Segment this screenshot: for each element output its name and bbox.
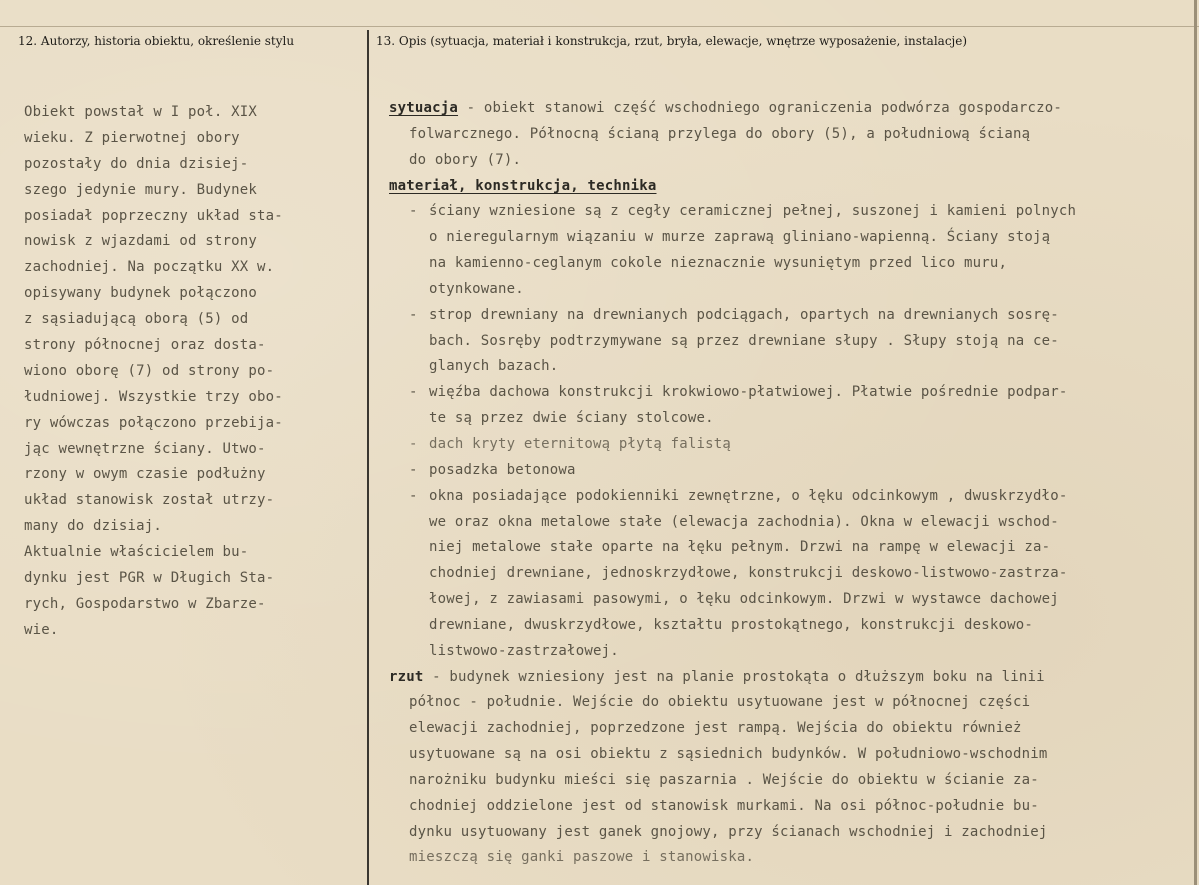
text-line: we oraz okna metalowe stałe (elewacja zachodnia). Okna w elewacji wschod- bbox=[429, 513, 1059, 530]
text-line: nowisk z wjazdami od strony bbox=[24, 233, 257, 250]
text-line bbox=[389, 665, 1189, 691]
text-line bbox=[389, 484, 1189, 510]
text-line: o nieregularnym wiązaniu w murze zaprawą gliniano-wapienną. Ściany stoją bbox=[429, 229, 1051, 246]
text-line: Aktualnie właścicielem bu- bbox=[24, 544, 249, 561]
text-line: rzony w owym czasie podłużny bbox=[24, 466, 266, 483]
text-line bbox=[389, 174, 1189, 200]
text-line: folwarcznego. Północną ścianą przylega do obory (5), a południową ścianą bbox=[409, 125, 1031, 142]
list-dash: - bbox=[409, 435, 418, 452]
text-line: drewniane, dwuskrzydłowe, kształtu prostokątnego, konstrukcji deskowo- bbox=[429, 616, 1034, 633]
text-span: okna posiadające podokienniki zewnętrzne, o łęku odcinkowym , dwuskrzydło- bbox=[429, 487, 1068, 504]
text-line: szego jedynie mury. Budynek bbox=[24, 181, 257, 198]
top-rule bbox=[0, 26, 1199, 27]
text-line: na kamienno-ceglanym cokole nieznacznie wysuniętym przed lico muru, bbox=[429, 255, 1008, 272]
text-line: dynku jest PGR w Długich Sta- bbox=[24, 570, 275, 587]
text-line: chodniej oddzielone jest od stanowisk murkami. Na osi północ-południe bu- bbox=[409, 797, 1039, 814]
list-dash: - bbox=[409, 461, 418, 478]
text-line: mieszczą się ganki paszowe i stanowiska. bbox=[409, 849, 755, 866]
text-line: wieku. Z pierwotnej obory bbox=[24, 129, 240, 146]
text-line: bach. Sosręby podtrzymywane są przez drewniane słupy . Słupy stoją na ce- bbox=[429, 332, 1059, 349]
text-span: - budynek wzniesiony jest na planie prostokąta o dłuższym boku na linii bbox=[423, 668, 1045, 685]
text-line: niej metalowe stałe oparte na łęku pełnym. Drzwi na rampę w elewacji za- bbox=[429, 539, 1051, 556]
list-dash: - bbox=[409, 384, 418, 401]
list-dash: - bbox=[409, 306, 418, 323]
text-line: opisywany budynek połączono bbox=[24, 285, 257, 302]
text-line: dynku usytuowany jest ganek gnojowy, przy ścianach wschodniej i zachodniej bbox=[409, 823, 1048, 840]
text-line: strony północnej oraz dosta- bbox=[24, 337, 266, 354]
text-line: z sąsiadującą oborą (5) od bbox=[24, 311, 249, 328]
heading-sytuacja: sytuacja bbox=[389, 100, 459, 116]
text-line: ry wówczas połączono przebija- bbox=[24, 414, 283, 431]
text-line: wie. bbox=[24, 621, 59, 638]
text-line: many do dzisiaj. bbox=[24, 518, 163, 535]
text-line bbox=[389, 458, 1189, 484]
text-line: narożniku budynku mieści się paszarnia . Wejście do obiektu w ścianie za- bbox=[409, 771, 1039, 788]
description-column bbox=[389, 96, 1189, 871]
list-dash: - bbox=[409, 487, 418, 504]
text-span: - obiekt stanowi część wschodniego ograniczenia podwórza gospodarczo- bbox=[458, 100, 1063, 116]
text-line: jąc wewnętrzne ściany. Utwo- bbox=[24, 440, 266, 457]
text-line: te są przez dwie ściany stolcowe. bbox=[429, 410, 714, 427]
history-column bbox=[24, 100, 354, 644]
text-line: północ - południe. Wejście do obiektu usytuowane jest w północnej części bbox=[409, 694, 1031, 711]
text-line: usytuowane są na osi obiektu z sąsiednich budynków. W południowo-wschodnim bbox=[409, 746, 1048, 763]
text-line: łowej, z zawiasami pasowymi, o łęku odcinkowym. Drzwi w wystawce dachowej bbox=[429, 591, 1059, 608]
text-line: układ stanowisk został utrzy- bbox=[24, 492, 275, 509]
text-line: otynkowane. bbox=[429, 280, 524, 297]
text-span: ściany wzniesione są z cegły ceramicznej pełnej, suszonej i kamieni polnych bbox=[429, 203, 1077, 220]
text-line: zachodniej. Na początku XX w. bbox=[24, 259, 275, 276]
text-line bbox=[389, 96, 1189, 122]
heading-material: materiał, konstrukcja, technika bbox=[389, 177, 657, 194]
text-line bbox=[389, 303, 1189, 329]
text-line bbox=[389, 380, 1189, 406]
text-line bbox=[389, 199, 1189, 225]
section-13-header: 13. Opis (sytuacja, materiał i konstrukcja, rzut, bryła, elewacje, wnętrze wyposażenie, instalacje) bbox=[376, 34, 968, 48]
text-line: do obory (7). bbox=[409, 151, 522, 168]
column-divider bbox=[367, 30, 369, 885]
text-line: chodniej drewniane, jednoskrzydłowe, konstrukcji deskowo-listwowo-zastrza- bbox=[429, 565, 1068, 582]
text-line: pozostały do dnia dzisiej- bbox=[24, 155, 249, 172]
text-line: glanych bazach. bbox=[429, 358, 559, 375]
text-line: Obiekt powstał w I poł. XIX bbox=[24, 104, 257, 120]
text-line: posiadał poprzeczny układ sta- bbox=[24, 207, 283, 224]
text-line bbox=[389, 432, 1189, 458]
text-line: rych, Gospodarstwo w Zbarze- bbox=[24, 595, 266, 612]
text-span: dach kryty eternitową płytą falistą bbox=[429, 435, 732, 452]
heading-rzut: rzut bbox=[389, 668, 424, 685]
text-line: łudniowej. Wszystkie trzy obo- bbox=[24, 388, 283, 405]
text-span: więźba dachowa konstrukcji krokwiowo-płatwiowej. Płatwie pośrednie podpar- bbox=[429, 384, 1068, 401]
text-span: strop drewniany na drewnianych podciągach, opartych na drewnianych sosrę- bbox=[429, 306, 1059, 323]
text-line: wiono oborę (7) od strony po- bbox=[24, 362, 275, 379]
text-line: elewacji zachodniej, poprzedzone jest rampą. Wejścia do obiektu również bbox=[409, 720, 1022, 737]
page-edge bbox=[1194, 0, 1197, 885]
text-line: listwowo-zastrzałowej. bbox=[429, 642, 619, 659]
section-12-header: 12. Autorzy, historia obiektu, określenie stylu bbox=[18, 34, 295, 48]
text-span: posadzka betonowa bbox=[429, 461, 576, 478]
list-dash: - bbox=[409, 203, 418, 220]
